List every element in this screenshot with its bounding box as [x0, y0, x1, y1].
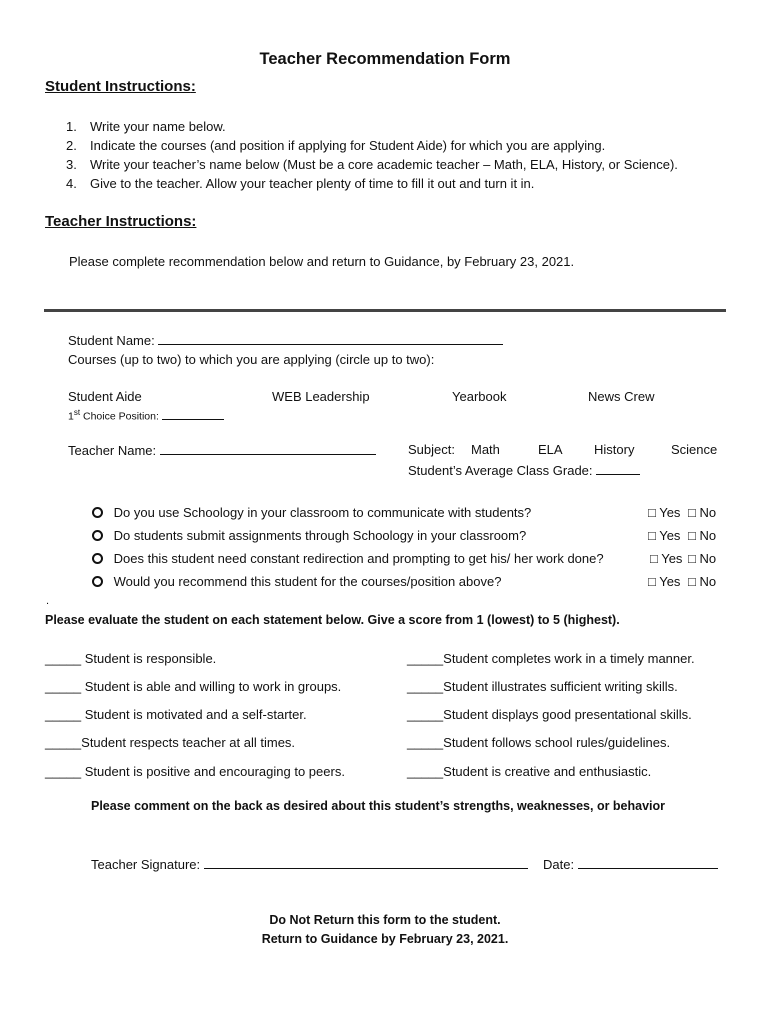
evaluation-item-right[interactable]: _____Student follows school rules/guidelines.: [407, 735, 671, 750]
student-instructions-heading-text: Student Instructions: [45, 78, 191, 95]
teacher-instructions-text: Please complete recommendation below and return to Guidance, by February 23, 2021.: [69, 254, 575, 269]
grade-field[interactable]: [596, 462, 640, 475]
instruction-text: Write your teacher’s name below (Must be a core academic teacher – Math, ELA, History, or Science).: [90, 157, 678, 172]
question-text: Would you recommend this student for the courses/position above?: [113, 574, 502, 589]
instruction-number: 1.: [66, 119, 77, 134]
no-checkbox[interactable]: □ No: [688, 528, 717, 543]
signature-field[interactable]: [204, 856, 528, 869]
evaluation-item-left[interactable]: _____ Student is positive and encouraging to peers.: [45, 764, 345, 779]
first-choice-label: Choice Position:: [80, 410, 159, 423]
circle-bullet-icon: [92, 530, 103, 541]
date-field[interactable]: [578, 856, 718, 869]
instruction-number: 4.: [66, 176, 77, 191]
instruction-number: 3.: [66, 157, 77, 172]
circle-bullet-icon: [92, 507, 103, 518]
instruction-item: [66, 117, 678, 136]
question-row: [92, 528, 526, 543]
instruction-item: [66, 136, 678, 155]
course-web-leadership[interactable]: WEB Leadership: [272, 389, 370, 404]
form-title: Teacher Recommendation Form: [259, 50, 511, 68]
courses-label: Courses (up to two) to which you are applying (circle up to two):: [68, 352, 435, 367]
grade-label: Student’s Average Class Grade:: [408, 463, 593, 478]
yes-checkbox[interactable]: □ Yes: [648, 528, 681, 543]
subject-history[interactable]: History: [594, 442, 635, 457]
subject-science[interactable]: Science: [671, 442, 718, 457]
evaluation-item-right[interactable]: _____Student completes work in a timely manner.: [407, 651, 695, 666]
evaluation-item-left[interactable]: _____ Student is motivated and a self-starter.: [45, 707, 307, 722]
course-student-aide[interactable]: Student Aide: [68, 389, 142, 404]
no-checkbox[interactable]: □ No: [688, 574, 717, 589]
evaluation-item-right[interactable]: _____Student illustrates sufficient writing skills.: [407, 679, 678, 694]
question-text: Does this student need constant redirection and prompting to get his/ her work done?: [113, 551, 604, 566]
student-instructions-list: [66, 117, 678, 193]
footer-line-1: Do Not Return this form to the student.: [269, 913, 501, 927]
instruction-text: Give to the teacher. Allow your teacher plenty of time to fill it out and turn it in.: [90, 176, 535, 191]
comment-note: Please comment on the back as desired about this student’s strengths, weaknesses, or behavior: [91, 799, 666, 813]
question-text: Do you use Schoology in your classroom to communicate with students?: [113, 505, 532, 520]
signature-label: Teacher Signature:: [91, 857, 201, 872]
student-name-field[interactable]: [158, 332, 503, 345]
first-choice-row: [68, 408, 224, 423]
question-row: [92, 505, 531, 520]
instruction-text: Indicate the courses (and position if applying for Student Aide) for which you are applying.: [90, 138, 606, 153]
student-instructions-heading: Student Instructions:: [45, 78, 196, 95]
circle-bullet-icon: [92, 553, 103, 564]
teacher-name-field[interactable]: [160, 442, 376, 455]
question-row: [92, 574, 501, 589]
signature-row: [91, 856, 528, 872]
teacher-name-row: [68, 442, 376, 458]
student-name-label: Student Name:: [68, 333, 155, 348]
date-row: [543, 856, 718, 872]
no-checkbox[interactable]: □ No: [688, 505, 717, 520]
grade-row: [408, 462, 640, 478]
subject-math[interactable]: Math: [471, 442, 500, 457]
first-choice-field[interactable]: [162, 409, 224, 420]
instruction-number: 2.: [66, 138, 77, 153]
stray-dot: .: [46, 595, 50, 607]
instruction-item: [66, 174, 678, 193]
evaluation-item-left[interactable]: _____ Student is responsible.: [45, 651, 217, 666]
course-yearbook[interactable]: Yearbook: [452, 389, 507, 404]
student-name-row: [68, 332, 503, 348]
evaluation-item-left[interactable]: _____Student respects teacher at all times.: [45, 735, 296, 750]
first-choice-suffix: st: [73, 408, 81, 417]
instruction-item: [66, 155, 678, 174]
circle-bullet-icon: [92, 576, 103, 587]
yes-checkbox[interactable]: □ Yes: [650, 551, 683, 566]
question-row: [92, 551, 604, 566]
subject-ela[interactable]: ELA: [538, 442, 563, 457]
instruction-text: Write your name below.: [90, 119, 226, 134]
date-label: Date:: [543, 857, 575, 872]
first-choice-number: 1: [68, 410, 74, 423]
question-text: Do students submit assignments through Schoology in your classroom?: [113, 528, 527, 543]
section-divider: [44, 309, 726, 312]
subject-label: Subject:: [408, 442, 455, 457]
no-checkbox[interactable]: □ No: [688, 551, 717, 566]
evaluation-item-left[interactable]: _____ Student is able and willing to work in groups.: [45, 679, 342, 694]
footer-line-2: Return to Guidance by February 23, 2021.: [261, 932, 509, 946]
yes-checkbox[interactable]: □ Yes: [648, 574, 681, 589]
evaluation-heading: Please evaluate the student on each statement below. Give a score from 1 (lowest) to 5 (highest).: [45, 613, 620, 627]
yes-checkbox[interactable]: □ Yes: [648, 505, 681, 520]
teacher-instructions-heading: Teacher Instructions:: [45, 213, 197, 230]
evaluation-item-right[interactable]: _____Student is creative and enthusiastic.: [407, 764, 652, 779]
evaluation-item-right[interactable]: _____Student displays good presentational skills.: [407, 707, 692, 722]
course-news-crew[interactable]: News Crew: [588, 389, 655, 404]
teacher-name-label: Teacher Name:: [68, 443, 157, 458]
